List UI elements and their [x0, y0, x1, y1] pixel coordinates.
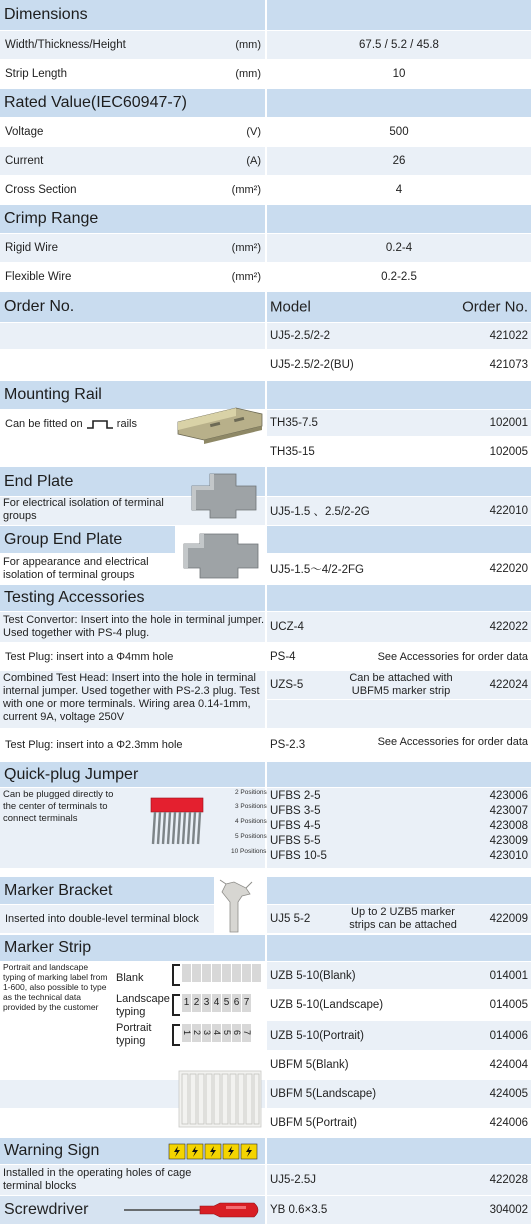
section-title: Group End Plate — [4, 530, 123, 548]
model-name: UBFM 5(Blank) — [270, 1059, 349, 1071]
strip-digit: 2 — [192, 994, 201, 1012]
spec-value: 67.5 / 5.2 / 45.8 — [359, 39, 439, 51]
testing-row — [0, 729, 265, 761]
spec-row — [0, 234, 265, 262]
order-row — [267, 1165, 531, 1195]
strip-digit: 5 — [222, 994, 231, 1012]
marker-bracket-image — [216, 878, 256, 934]
spec-label: Rigid Wire — [5, 242, 59, 254]
spec-label: Strip Length — [5, 68, 68, 80]
order-number: 422028 — [489, 1174, 528, 1186]
model-name: PS-4 — [270, 650, 296, 663]
mounting-desc-before: Can be fitted on — [5, 418, 83, 430]
strip-digit: 3 — [202, 994, 211, 1012]
order-number: 421022 — [489, 330, 528, 342]
spec-value: 10 — [392, 68, 406, 80]
marker-strip-blank — [182, 964, 264, 984]
section-header-end-plate — [0, 467, 190, 496]
mounting-desc — [5, 418, 137, 430]
jumper-block — [0, 788, 265, 868]
row-spacer — [267, 700, 531, 728]
section-header-right — [267, 1138, 531, 1164]
model-name: UCZ-4 — [270, 621, 304, 633]
section-header-right — [267, 381, 531, 409]
testing-row — [0, 643, 265, 670]
spec-unit: (mm) — [235, 68, 261, 80]
section-title: Mounting Rail — [4, 386, 102, 403]
order-column-header — [267, 292, 531, 322]
strip-digit: 6 — [232, 1024, 241, 1042]
order-number: 014005 — [489, 999, 528, 1011]
testing-desc: Test Convertor: Insert into the hole in terminal jumper. Used together with PS-4 plug. — [3, 614, 265, 639]
spec-unit: (A) — [246, 155, 261, 167]
spec-value-cell — [267, 31, 531, 59]
order-row — [267, 643, 531, 670]
spec-value: 500 — [389, 126, 409, 138]
group-end-plate-desc: For appearance and electrical isolation of terminal groups — [3, 556, 149, 581]
model-name: TH35-15 — [270, 445, 315, 458]
section-header-testing — [0, 585, 265, 611]
section-header-rated — [0, 89, 265, 117]
order-row — [267, 350, 531, 380]
section-title: Rated Value(IEC60947-7) — [4, 94, 187, 111]
order-row — [267, 833, 531, 848]
section-header-right — [267, 205, 531, 233]
section-header-dimensions — [0, 0, 265, 30]
model-name: UJ5 5-2 — [270, 913, 311, 925]
jumper-desc: Can be plugged directly to the center of terminals to connect terminals — [3, 789, 114, 824]
order-row — [267, 671, 531, 699]
strip-digit: 6 — [232, 994, 241, 1012]
order-number: 422022 — [489, 621, 528, 633]
spec-label: Cross Section — [5, 184, 77, 196]
spec-value: 4 — [395, 184, 403, 196]
section-header-crimp — [0, 205, 265, 233]
warning-desc: Installed in the operating holes of cage terminal blocks — [3, 1167, 192, 1192]
section-title: End Plate — [4, 472, 74, 490]
spec-value-cell — [267, 234, 531, 262]
spec-row — [0, 147, 265, 175]
order-number: 422024 — [489, 679, 528, 691]
section-header-bracket — [0, 877, 214, 904]
ubfm-marker-image — [178, 1070, 262, 1128]
model-name: UJ5-2.5/2-2(BU) — [270, 359, 354, 371]
section-header-marker — [0, 935, 265, 961]
model-column-header: Model — [270, 298, 311, 316]
spec-unit: (mm) — [235, 39, 261, 51]
order-number: 423008 — [489, 819, 528, 832]
order-number: 422020 — [489, 563, 528, 575]
model-name: UZB 5-10(Portrait) — [270, 1029, 364, 1042]
jumper-image — [150, 797, 206, 847]
order-number: 421073 — [489, 359, 528, 371]
model-name: UZB 5-10(Landscape) — [270, 999, 384, 1011]
testing-row — [0, 671, 265, 728]
order-number: 014001 — [489, 969, 528, 982]
order-number: 423010 — [489, 849, 528, 862]
order-number: 424006 — [489, 1117, 528, 1129]
section-title: Marker Bracket — [4, 881, 113, 899]
marker-clip-icon — [172, 994, 180, 1016]
row-spacer — [0, 350, 265, 380]
order-column-header-label: Order No. — [462, 298, 528, 316]
order-row — [267, 1051, 531, 1079]
spec-unit: (mm²) — [231, 184, 261, 196]
model-name: UJ5-1.5 、2.5/2-2G — [270, 506, 370, 518]
spec-value-cell — [267, 263, 531, 291]
spec-value-cell — [267, 176, 531, 204]
spec-value: 0.2-4 — [385, 242, 413, 254]
marker-clip-icon — [172, 964, 180, 986]
section-title: Screwdriver — [4, 1201, 89, 1218]
row-spacer — [0, 323, 265, 349]
order-number: 422010 — [489, 505, 528, 517]
section-header-jumper — [0, 762, 265, 787]
order-row — [267, 729, 531, 761]
spec-row — [0, 60, 265, 88]
section-header-group-end-plate — [0, 526, 175, 553]
marker-desc: Portrait and landscape typing of marking label from 1-600, also possible to type as the technical data provided by the customer — [3, 962, 108, 1012]
jumper-position-label: 4 Positions — [235, 818, 267, 825]
strip-digit: 7 — [242, 994, 251, 1012]
section-header-right — [267, 526, 531, 553]
marker-label-blank: Blank — [116, 972, 144, 984]
order-number: 422009 — [489, 913, 528, 925]
model-name: YB 0.6×3.5 — [270, 1204, 328, 1216]
section-header-right — [267, 877, 531, 904]
jumper-position-label: 2 Positions — [235, 789, 267, 796]
spec-unit: (mm²) — [231, 271, 261, 283]
order-row — [267, 1080, 531, 1108]
jumper-position-label: 5 Positions — [235, 833, 267, 840]
strip-digit: 4 — [212, 994, 221, 1012]
order-row — [267, 497, 531, 525]
model-name: UJ5-2.5J — [270, 1174, 317, 1186]
order-row — [267, 905, 531, 933]
strip-digit: 1 — [182, 1024, 191, 1042]
section-header-mounting — [0, 381, 265, 409]
warning-sign-image — [168, 1143, 258, 1160]
spec-row — [0, 31, 265, 59]
section-title: Crimp Range — [4, 210, 99, 227]
strip-digit: 2 — [192, 1024, 201, 1042]
strip-digit: 4 — [212, 1024, 221, 1042]
order-number: 014006 — [489, 1029, 528, 1042]
spec-row — [0, 176, 265, 204]
marker-clip-icon — [172, 1024, 180, 1046]
order-number: 423006 — [489, 789, 528, 802]
order-row — [267, 1196, 531, 1224]
order-number: 424005 — [489, 1088, 528, 1100]
marker-label-portrait: Portrait typing — [116, 1022, 152, 1047]
model-name: UFBS 10-5 — [270, 849, 327, 862]
strip-digit: 5 — [222, 1024, 231, 1042]
marker-strip-portrait — [182, 1024, 264, 1044]
order-number: 424004 — [489, 1059, 528, 1071]
order-row — [267, 1021, 531, 1050]
jumper-position-label: 3 Positions — [235, 803, 267, 810]
order-number: 304002 — [489, 1204, 528, 1216]
group-end-plate-image — [180, 530, 262, 582]
order-row — [267, 612, 531, 642]
spec-value: 0.2-2.5 — [381, 271, 417, 283]
spec-unit: (mm²) — [231, 242, 261, 254]
order-row — [267, 323, 531, 349]
strip-digit: 3 — [202, 1024, 211, 1042]
section-title: Marker Strip — [4, 939, 92, 956]
order-number: 102005 — [489, 445, 528, 458]
section-title: Quick-plug Jumper — [4, 765, 139, 783]
order-row — [267, 962, 531, 989]
testing-desc: Combined Test Head: Insert into the hole in terminal internal jumper. Used together with PS-2.3 plug. Test with one or more terminals. Wiring area 0.14-1mm, current 9A, voltage 250V — [3, 672, 260, 723]
section-header-right — [267, 935, 531, 961]
warning-row — [0, 1165, 265, 1195]
section-header-right — [267, 585, 531, 611]
marker-strip-landscape — [182, 994, 264, 1014]
order-row — [267, 437, 531, 466]
spec-value-cell — [267, 118, 531, 146]
jumper-position-label: 10 Positions — [231, 848, 267, 855]
model-name: UJ5-1.5～4/2-2FG — [270, 564, 364, 576]
order-row — [267, 848, 531, 863]
model-name: UFBS 4-5 — [270, 819, 321, 832]
order-row — [267, 818, 531, 833]
order-row — [267, 554, 531, 584]
mounting-desc-after: rails — [116, 418, 137, 430]
testing-desc: Test Plug: insert into a Φ2.3mm hole — [5, 739, 183, 751]
rail-profile-icon — [86, 419, 114, 429]
order-row — [267, 1109, 531, 1137]
model-name: TH35-7.5 — [270, 417, 318, 429]
order-row — [267, 788, 531, 803]
bracket-desc: Inserted into double-level terminal block — [5, 913, 199, 925]
section-header-right — [267, 762, 531, 787]
end-plate-desc: For electrical isolation of terminal groups — [3, 497, 164, 522]
model-name: UFBS 3-5 — [270, 804, 321, 817]
marker-label-landscape: Landscape typing — [116, 993, 170, 1018]
strip-digit: 7 — [242, 1024, 251, 1042]
spec-label: Current — [5, 155, 44, 167]
spec-label: Flexible Wire — [5, 271, 72, 283]
order-number: 102001 — [489, 417, 528, 429]
section-header-right — [267, 467, 531, 496]
order-number: 423007 — [489, 804, 528, 817]
order-row — [267, 990, 531, 1020]
order-note: See Accessories for order data — [377, 650, 528, 663]
model-name: PS-2.3 — [270, 739, 306, 751]
model-name: UZS-5 — [270, 679, 304, 691]
testing-row — [0, 612, 265, 642]
section-header-right — [267, 0, 531, 30]
spec-value-cell — [267, 60, 531, 88]
order-note: See Accessories for order data — [377, 735, 528, 748]
order-note: Up to 2 UZB5 marker strips can be attached — [349, 906, 457, 931]
spec-label: Voltage — [5, 126, 44, 138]
order-row — [267, 410, 531, 436]
order-row — [267, 803, 531, 818]
section-header-order — [0, 292, 265, 322]
order-note: Can be attached with UBFM5 marker strip — [349, 672, 453, 697]
section-title: Order No. — [4, 298, 75, 315]
section-title: Testing Accessories — [4, 589, 145, 606]
spec-row — [0, 118, 265, 146]
spec-unit: (V) — [246, 126, 261, 138]
spec-label: Width/Thickness/Height — [5, 39, 126, 51]
model-name: UJ5-2.5/2-2 — [270, 330, 331, 342]
din-rail-image — [176, 406, 264, 444]
screwdriver-image — [122, 1199, 264, 1221]
spec-value: 26 — [392, 155, 406, 167]
model-name: UZB 5-10(Blank) — [270, 969, 356, 982]
order-number: 423009 — [489, 834, 528, 847]
row-spacer — [0, 869, 265, 877]
section-title: Warning Sign — [4, 1142, 100, 1159]
model-name: UFBS 2-5 — [270, 789, 321, 802]
section-title: Dimensions — [4, 6, 88, 23]
bracket-row — [0, 905, 214, 933]
spec-row — [0, 263, 265, 291]
strip-digit: 1 — [182, 994, 191, 1012]
model-name: UBFM 5(Landscape) — [270, 1088, 377, 1100]
section-header-right — [267, 89, 531, 117]
model-name: UBFM 5(Portrait) — [270, 1117, 357, 1129]
end-plate-image — [188, 470, 260, 522]
testing-desc: Test Plug: insert into a Φ4mm hole — [5, 650, 174, 663]
model-name: UFBS 5-5 — [270, 834, 321, 847]
spec-value-cell — [267, 147, 531, 175]
